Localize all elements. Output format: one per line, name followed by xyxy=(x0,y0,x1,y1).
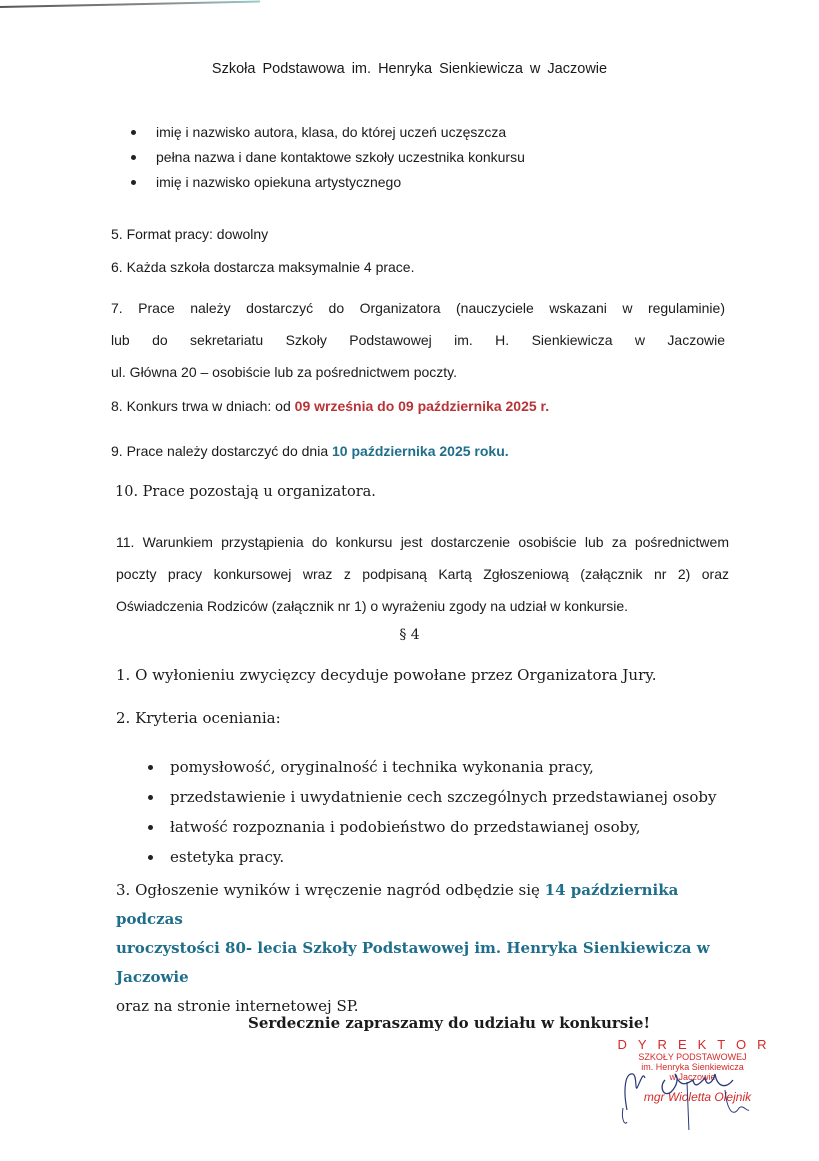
stamp-title: DYREKTOR xyxy=(617,1037,778,1052)
list-item: imię i nazwisko autora, klasa, do której uczeń uczęszcza xyxy=(130,120,525,145)
director-name: mgr Wioletta Olejnik xyxy=(643,1090,752,1104)
section4-paragraph-2: 2. Kryteria oceniania: xyxy=(116,709,281,727)
ceremony-event: uroczystości 80- lecia Szkoły Podstawowej im. Henryka Sienkiewicza w Jaczowie xyxy=(116,939,710,986)
paragraph-7: 7. Prace należy dostarczyć do Organizatora (nauczyciele wskazani w regulaminie) lub do sekretariatu Szkoły Podstawowej im. H. Sienkiewicza w Jaczowie ul. Główna 20 – osobiście lub za pośrednictwem poczty. xyxy=(111,300,725,380)
scan-edge-line xyxy=(0,1,260,8)
entry-requirements-list xyxy=(130,120,525,195)
contest-dates: 09 września do 09 października 2025 r. xyxy=(294,398,550,414)
criteria-list xyxy=(148,752,716,872)
paragraph-9: 9. Prace należy dostarczyć do dnia 10 października 2025 roku. xyxy=(111,443,509,459)
paragraph-11: 11. Warunkiem przystąpienia do konkursu jest dostarczenie osobiście lub za pośrednictwem poczty pracy konkursowej wraz z podpisaną Kartą Zgłoszeniową (załącznik nr 2) oraz Oświadczenia Rodziców (załącznik nr 1) o wyrażeniu zgody na udział w konkursie. xyxy=(116,534,729,614)
list-item: imię i nazwisko opiekuna artystycznego xyxy=(130,170,525,195)
signature-icon xyxy=(615,1060,765,1130)
list-item: pomysłowość, oryginalność i technika wykonania pracy, xyxy=(148,752,716,782)
paragraph-8: 8. Konkurs trwa w dniach: od 09 września do 09 października 2025 r. xyxy=(111,398,550,414)
paragraph-10: 10. Prace pozostają u organizatora. xyxy=(115,484,376,500)
list-item: estetyka pracy. xyxy=(148,842,716,872)
closing-invitation: Serdecznie zapraszamy do udziału w konkursie! xyxy=(248,1014,651,1032)
section-heading: § 4 xyxy=(399,627,420,643)
list-item: pełna nazwa i dane kontaktowe szkoły uczestnika konkursu xyxy=(130,145,525,170)
deadline-date: 10 października 2025 roku. xyxy=(332,443,509,459)
paragraph-5: 5. Format pracy: dowolny xyxy=(111,226,269,242)
section4-paragraph-3: 3. Ogłoszenie wyników i wręczenie nagród odbędzie się 14 października podczas uroczystości 80- lecia Szkoły Podstawowej im. Henryka Sienkiewicza w Jaczowie oraz na stronie internetowej SP. xyxy=(116,876,736,1021)
list-item: przedstawienie i uwydatnienie cech szczególnych przedstawianej osoby xyxy=(148,782,716,812)
director-stamp: DYREKTOR SZKOŁY PODSTAWOWEJ im. Henryka Sienkiewicza w Jaczowie mgr Wioletta Olejnik xyxy=(605,1037,780,1104)
list-item: łatwość rozpoznania i podobieństwo do przedstawianej osoby, xyxy=(148,812,716,842)
paragraph-6: 6. Każda szkoła dostarcza maksymalnie 4 prace. xyxy=(111,259,415,275)
section4-paragraph-1: 1. O wyłonieniu zwycięzcy decyduje powołane przez Organizatora Jury. xyxy=(116,666,657,684)
ceremony-date: 14 października podczas xyxy=(116,881,679,928)
school-header: Szkoła Podstawowa im. Henryka Sienkiewicza w Jaczowie xyxy=(211,61,608,77)
